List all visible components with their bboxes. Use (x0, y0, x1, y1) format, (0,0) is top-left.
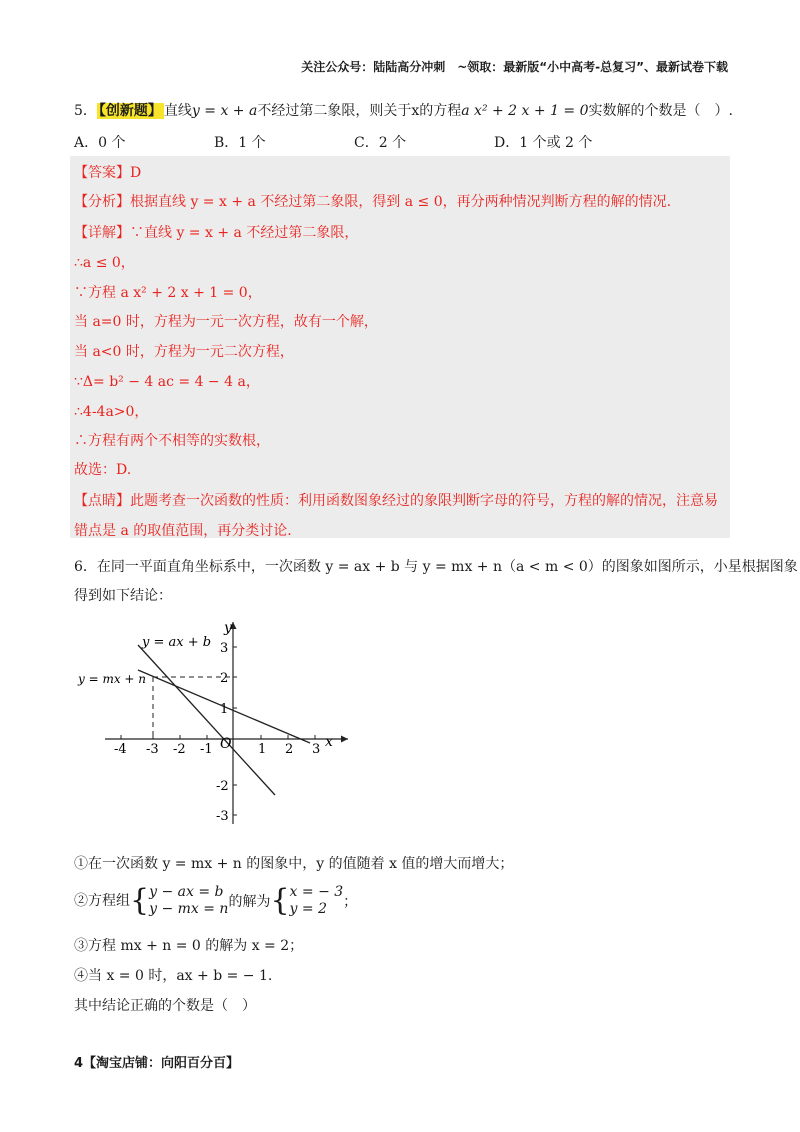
x-tick-label: 3 (312, 742, 321, 757)
page-header: 关注公众号：陆陆高分冲刺 ~领取：最新版“小中高考-总复习”、最新试卷下载 (301, 60, 728, 74)
function-graph (70, 612, 360, 830)
detail-line: 当 a=0 时，方程为一元一次方程，故有一个解， (74, 314, 378, 330)
question-6-ask: 其中结论正确的个数是（ ） (74, 998, 256, 1014)
question-number: 5． (74, 103, 97, 119)
equation: y = x + a (191, 103, 258, 119)
detail-line: ∴方程有两个不相等的实数根， (74, 433, 270, 449)
x-tick-label: 1 (258, 742, 267, 757)
answer-line: 【答案】D (74, 165, 142, 181)
conclusion-2-prefix: ②方程组 (74, 893, 130, 909)
page-footer: 4【淘宝店铺：向阳百分百】 (74, 1056, 240, 1071)
y-axis-label: y (224, 620, 232, 636)
option-a: A．0 个 (74, 135, 126, 151)
option-b: B．1 个 (214, 135, 266, 151)
question-6-stem-line1: 6．在同一平面直角坐标系中，一次函数 y = ax + b 与 y = mx + n（a < m < 0）的图象如图所示，小星根据图象 (74, 559, 798, 575)
x-tick-label: -1 (200, 742, 213, 757)
y-tick-label: 1 (220, 702, 229, 717)
detail-line: 【详解】∵直线 y = x + a 不经过第二象限， (74, 225, 359, 241)
innovation-tag: 【创新题】 (98, 103, 162, 119)
label-ax-plus-b: y = ax + b (142, 635, 212, 650)
equation-system (149, 884, 228, 918)
conclusion-2-mid: 的解为 (228, 894, 271, 910)
detail-line: ∵Δ= b² − 4 ac = 4 − 4 a， (74, 374, 260, 390)
x-tick-label: 2 (285, 742, 294, 757)
brace-icon: { (130, 883, 150, 918)
detail-line: ∴4-4a>0， (74, 404, 149, 420)
system-eq: x = − 3 (289, 884, 344, 900)
analysis-line: 【分析】根据直线 y = x + a 不经过第二象限，得到 a ≤ 0，再分两种情况判断方程的解的情况. (74, 194, 672, 210)
question-5-stem (74, 100, 733, 120)
conclusion-1: ①在一次函数 y = mx + n 的图象中，y 的值随着 x 值的增大而增大； (74, 856, 514, 872)
conclusion-3: ③方程 mx + n = 0 的解为 x = 2； (74, 938, 304, 954)
y-tick-label: -3 (216, 809, 229, 824)
system-eq: y − mx = n (149, 901, 229, 917)
option-d: D．1 个或 2 个 (494, 135, 593, 151)
detail-line: 当 a<0 时，方程为一元二次方程， (74, 344, 294, 360)
x-tick-label: -3 (146, 742, 159, 757)
comment-line: 错点是 a 的取值范围，再分类讨论. (74, 523, 292, 539)
label-mx-plus-n: y = mx + n (78, 672, 147, 686)
equation: a x² + 2 x + 1 = 0 (461, 103, 589, 119)
y-tick-label: 2 (220, 671, 229, 686)
x-tick-label: -4 (114, 742, 127, 757)
conclusion-4: ④当 x = 0 时，ax + b = − 1. (74, 968, 273, 984)
conclusion-2-end: ； (343, 894, 358, 910)
detail-line: 故选：D. (74, 462, 132, 478)
system-eq: y = 2 (289, 901, 327, 917)
conclusion-2 (74, 884, 357, 918)
brace-icon: { (270, 883, 290, 918)
question-6-stem-line2: 得到如下结论： (74, 588, 172, 604)
stem-text: 实数解的个数是（ ）. (588, 103, 733, 119)
comment-line: 【点睛】此题考查一次函数的性质：利用函数图象经过的象限判断字母的符号，方程的解的情况，注意易 (74, 493, 718, 509)
detail-line: ∴a ≤ 0， (74, 255, 135, 271)
stem-text: 直线 (163, 103, 192, 119)
x-tick-label: -2 (173, 742, 186, 757)
y-tick-label: -2 (216, 779, 229, 794)
system-eq: y − ax = b (149, 884, 224, 900)
origin-label: O (220, 736, 232, 752)
y-tick-label: 3 (220, 641, 229, 656)
detail-line: ∵方程 a x² + 2 x + 1 = 0， (74, 285, 262, 301)
option-c: C．2 个 (354, 135, 407, 151)
stem-text: 不经过第二象限，则关于x的方程 (257, 103, 462, 119)
x-axis-label: x (325, 734, 333, 750)
solution-system (290, 884, 344, 918)
